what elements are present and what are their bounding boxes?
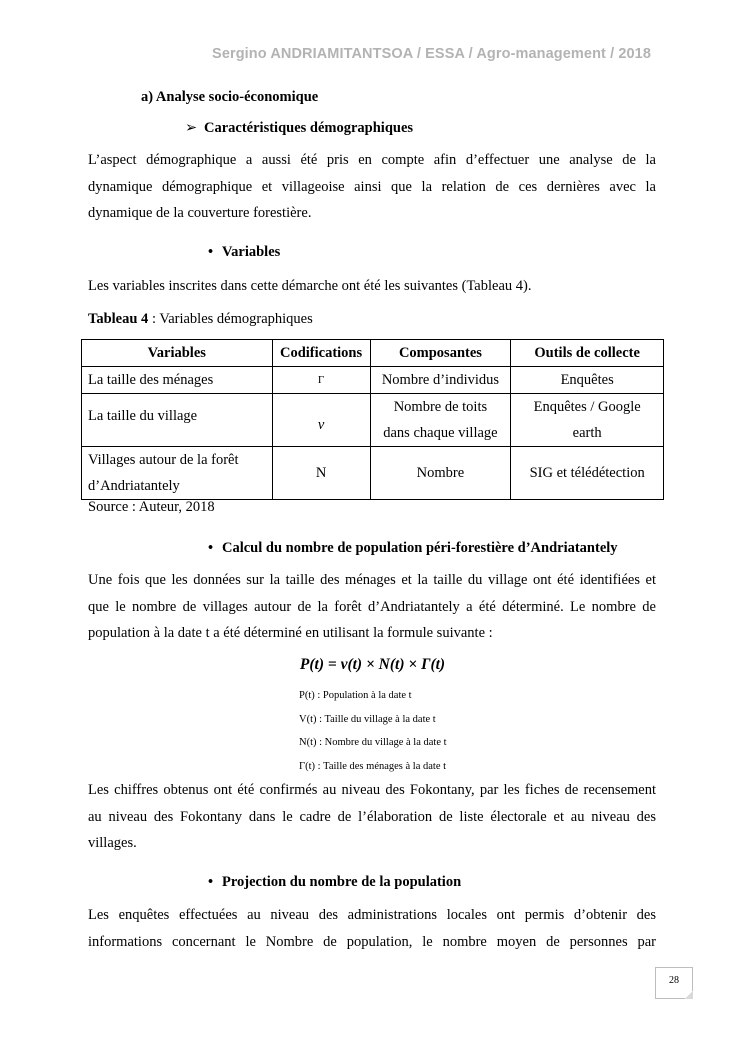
population-formula: P(t) = v(t) × N(t) × Γ(t) <box>299 656 446 673</box>
table-cell: Γ <box>272 367 370 394</box>
table-row <box>82 447 664 500</box>
bullet-dot-icon: • <box>208 540 214 556</box>
projection-paragraph <box>88 902 656 955</box>
table-header-cell: Variables <box>82 340 273 367</box>
intro-line: L’aspect démographique a aussi été pris en compte afin d’effectuer une analyse de la <box>88 152 656 168</box>
calcul-line: population à la date t a été déterminé en utilisant la formule suivante : <box>88 625 493 641</box>
bullet-variables <box>208 244 280 261</box>
intro-line: dynamique de la couverture forestière. <box>88 205 312 221</box>
table-row <box>82 367 664 394</box>
bullet-dot-icon: • <box>208 874 214 890</box>
table-cell-line: dans chaque village <box>383 425 498 441</box>
table-cell: La taille du village <box>82 394 273 447</box>
intro-paragraph <box>88 147 656 227</box>
projection-line: Les enquêtes effectuées au niveau des administrations locales ont permis d’obtenir des <box>88 907 656 923</box>
table-cell <box>82 447 273 500</box>
variables-table <box>81 339 664 500</box>
bullet-projection <box>208 874 461 891</box>
legend-line: N(t) : Nombre du village à la date t <box>299 737 447 748</box>
table-cell <box>370 394 511 447</box>
subsection-title: Caractéristiques démographiques <box>204 120 414 136</box>
table-cell-line: earth <box>572 425 602 441</box>
table-cell: Nombre d’individus <box>370 367 511 394</box>
chiffres-line: Les chiffres obtenus ont été confirmés au niveau des Fokontany, par les fiches de recensement <box>88 782 656 798</box>
legend-line: Γ(t) : Taille des ménages à la date t <box>299 761 447 772</box>
calcul-line: que le nombre de villages autour de la forêt d’Andriatantely a été déterminé. Le nombre de <box>88 598 656 615</box>
table-cell: v <box>272 394 370 447</box>
table-source: Source : Auteur, 2018 <box>88 499 215 515</box>
bullet-projection-label: Projection du nombre de la population <box>222 874 462 890</box>
table-caption-label: Tableau 4 <box>88 311 149 327</box>
table-cell: Nombre <box>370 447 511 500</box>
bullet-calcul <box>208 540 618 557</box>
variables-sentence: Les variables inscrites dans cette démarche ont été les suivantes (Tableau 4). <box>88 278 532 294</box>
table-cell: Enquêtes <box>511 367 664 394</box>
running-header: Sergino ANDRIAMITANTSOA / ESSA / Agro-management / 2018 <box>212 46 651 62</box>
bullet-dot-icon: • <box>208 244 214 260</box>
legend-line: P(t) : Population à la date t <box>299 690 412 701</box>
table-cell <box>511 394 664 447</box>
projection-line: informations concernant le Nombre de population, le nombre moyen de personnes par <box>88 933 656 950</box>
arrow-bullet-icon: ➢ <box>185 120 198 136</box>
table-header-cell: Outils de collecte <box>511 340 664 367</box>
chiffres-paragraph <box>88 777 656 857</box>
table-cell: N <box>272 447 370 500</box>
calcul-line: Une fois que les données sur la taille des ménages et la taille du village ont été identifiées et <box>88 572 656 588</box>
table-header-row <box>82 340 664 367</box>
table-row <box>82 394 664 447</box>
table-header-cell: Codifications <box>272 340 370 367</box>
table-cell-line: Villages autour de la forêt <box>88 452 239 468</box>
table-caption-text: : Variables démographiques <box>148 311 313 327</box>
intro-line: dynamique démographique et villageoise ainsi que la relation de ces dernières avec la <box>88 178 656 195</box>
table-cell: La taille des ménages <box>82 367 273 394</box>
table-caption <box>88 311 313 328</box>
bullet-variables-label: Variables <box>222 244 281 260</box>
chiffres-line: villages. <box>88 835 137 851</box>
subsection-heading <box>185 120 413 137</box>
table-cell-line: Nombre de toits <box>393 399 488 415</box>
table-cell-line: d’Andriatantely <box>88 478 180 494</box>
table-cell-line: Enquêtes / Google <box>533 399 641 415</box>
calcul-paragraph <box>88 567 656 647</box>
legend-line: V(t) : Taille du village à la date t <box>299 714 436 725</box>
section-title: a) Analyse socio-économique <box>141 89 319 105</box>
bullet-calcul-label: Calcul du nombre de population péri-forestière d’Andriatantely <box>222 540 618 556</box>
table-header-cell: Composantes <box>370 340 511 367</box>
table-cell: SIG et télédétection <box>511 447 664 500</box>
chiffres-line: au niveau des Fokontany dans le cadre de l’élaboration de liste électorale et au niveau des <box>88 808 656 825</box>
page-number: 28 <box>655 967 693 999</box>
